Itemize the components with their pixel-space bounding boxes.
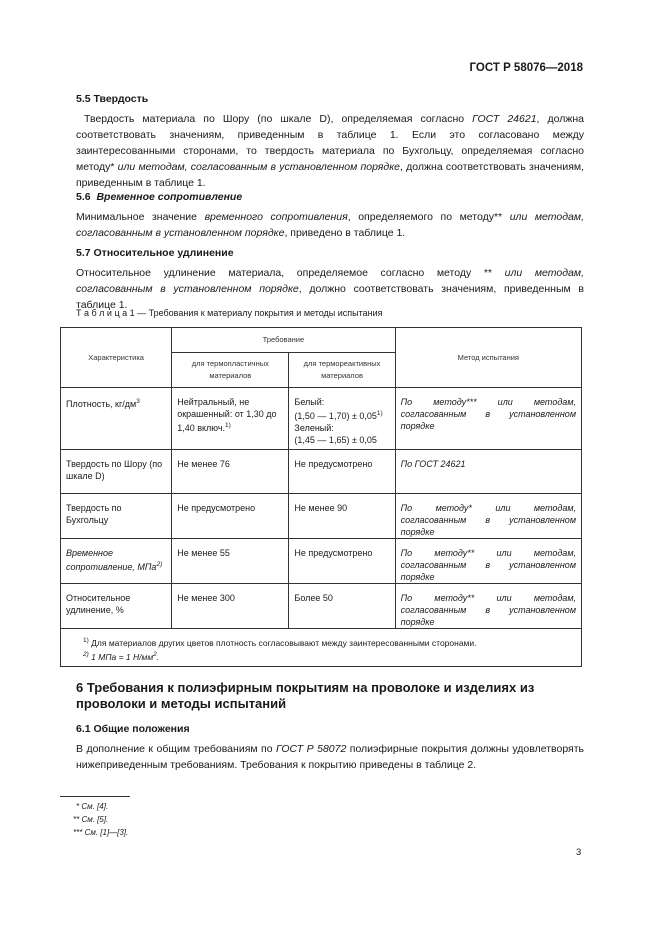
cell-thermoreactive: Более 50 [289, 584, 395, 629]
cell-thermoreactive: Не предусмотрено [289, 450, 395, 494]
cell-thermoreactive: Белый: (1,50 — $1,70) \pm 0,05^{1)}$ Зеленый: (1,45 — 1,65) ± 0,05 [289, 388, 395, 450]
cell-thermoplastic: Не предусмотрено [172, 494, 289, 539]
header-method: Метод испытания [395, 328, 581, 388]
cell-method: По ГОСТ 24621 [395, 450, 581, 494]
cell-thermoplastic: Не менее 55 [172, 539, 289, 584]
footnote-2: ** См. [5]. [73, 815, 109, 824]
cell-thermoplastic: Не менее 76 [172, 450, 289, 494]
header-requirement: Требование [172, 328, 395, 353]
document-header: ГОСТ Р 58076—2018 [469, 62, 583, 74]
section-5-5-title: 5.5 Твердость [76, 93, 149, 105]
header-thermoplastic: для термопластичных материалов [172, 353, 289, 388]
cell-characteristic: Плотность, $кг/дм^3$ [61, 388, 172, 450]
table-1-caption: Т а б л и ц а 1 — Требования к материалу покрытия и методы испытания [76, 308, 383, 318]
cell-characteristic: Временное сопротивление, МПа$^{2)}$ [61, 539, 172, 584]
cell-thermoreactive: Не предусмотрено [289, 539, 395, 584]
cell-thermoplastic: Нейтральный, не окрашенный: от 1,30 до 1,40 включ.$^{1)}$ [172, 388, 289, 450]
section-5-7-title: 5.7 Относительное удлинение [76, 247, 234, 259]
cell-characteristic: Относительное удлинение, % [61, 584, 172, 629]
footnote-separator [60, 796, 130, 797]
section-6-title: 6 Требования к полиэфирным покрытиям на проволоке и изделиях из проволоки и методы испытаний [76, 680, 535, 711]
section-5-7-text: Относительное удлинение материала, определяемое согласно методу ** или методам, согласованным в установленном порядке, должно соответствовать значениям, приведенным в таблице 1. [76, 267, 585, 311]
table-row [61, 450, 582, 494]
section-6-1-text: В дополнение к общим требованиям по ГОСТ Р 58072 полиэфирные покрытия должны удовлетворять нижеприведенным требованиям. Требования к покрытию приведены в таблице 2. [76, 743, 585, 771]
header-characteristic: Характеристика [61, 328, 172, 388]
section-6-1-title: 6.1 Общие положения [76, 723, 190, 735]
section-5-5-text: Твердость материала по Шору (по шкале D), определяемая согласно ГОСТ 24621, должна соответствовать значениям, приведенным в таблице 1. Если это согласовано между заинтересованными сторонами, то твердость материала по Бухгольцу, определяемая согласно методу* или методам, согласованным в установленном порядке, должна соответствовать значениям, приведенным в таблице 1. [76, 113, 585, 189]
table-row [61, 539, 582, 584]
cell-characteristic: Твердость по Шору (по шкале D) [61, 450, 172, 494]
table-row [61, 494, 582, 539]
cell-characteristic: Твердость по Бухгольцу [61, 494, 172, 539]
cell-method: По методу*** или методам, согласованным в установленном порядке [395, 388, 581, 450]
cell-method: По методу** или методам, согласованным в установленном порядке [395, 584, 581, 629]
footnote-3: *** См. [1]—[3]. [73, 828, 129, 837]
section-5-6-text: Минимальное значение временного сопротивления, определяемого по методу** или методам, согласованным в установленном порядке, приведено в таблице 1. [76, 211, 585, 239]
page-number: 3 [576, 847, 582, 858]
table-note-2: $^{2)}$ 1 МПа = 1 $Н/мм^2$. [83, 650, 160, 662]
table-note-1: $^{1)}$ Для материалов других цветов плотность согласовывают между заинтересованными сторонами. [83, 637, 477, 648]
cell-thermoplastic: Не менее 300 [172, 584, 289, 629]
cell-method: По методу* или методам, согласованным в установленном порядке [395, 494, 581, 539]
header-thermoreactive: для термореактивных материалов [289, 353, 395, 388]
footnote-1: * См. [4]. [76, 802, 109, 811]
section-5-6-title: 5.6 Временное сопротивление [76, 191, 243, 203]
cell-method: По методу** или методам, согласованным в установленном порядке [395, 539, 581, 584]
table-row [61, 388, 582, 450]
table-1 [60, 327, 582, 667]
table-footnotes [61, 629, 582, 667]
cell-thermoreactive: Не менее 90 [289, 494, 395, 539]
table-row [61, 584, 582, 629]
